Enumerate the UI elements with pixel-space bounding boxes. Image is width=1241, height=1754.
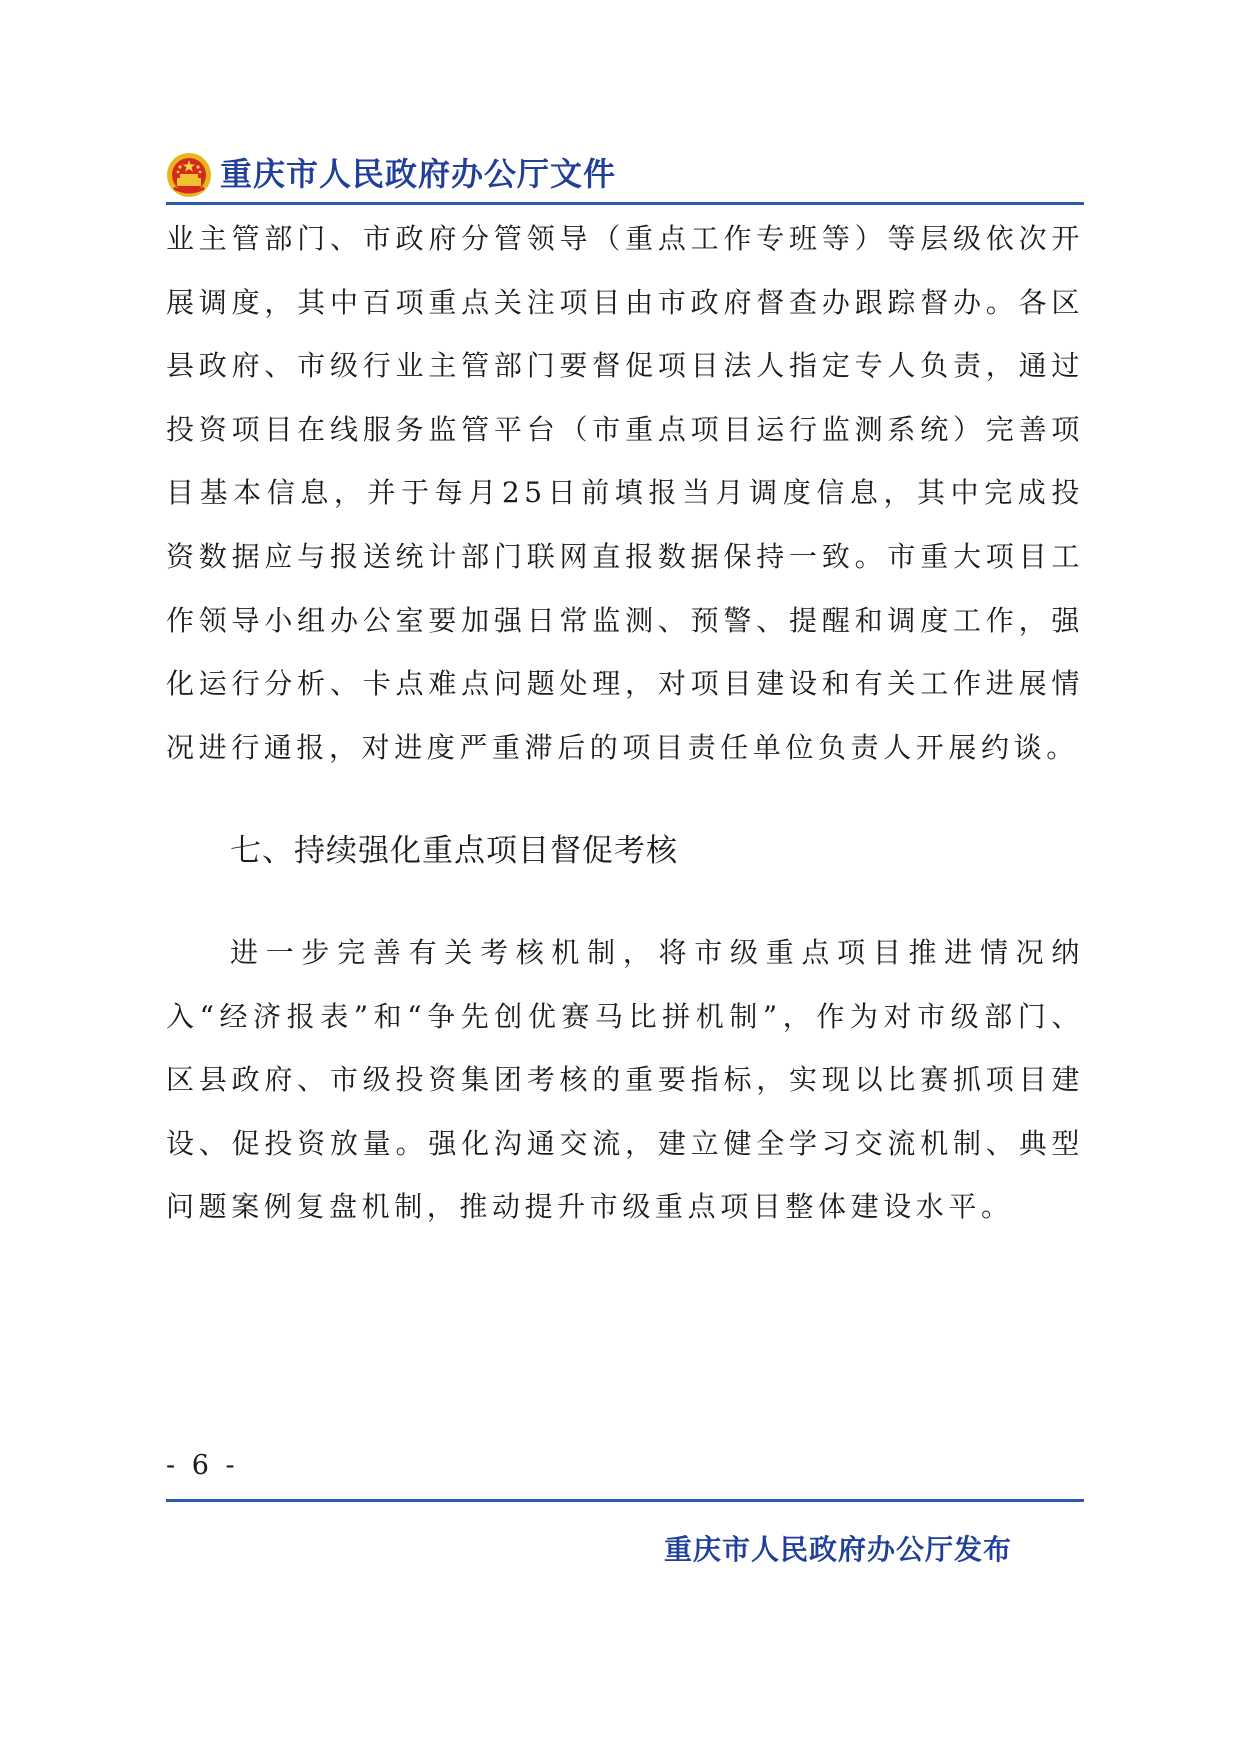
body-paragraph-1: 业主管部门、市政府分管领导（重点工作专班等）等层级依次开展调度，其中百项重点关注项目由市政府督查办跟踪督办。各区县政府、市级行业主管部门要督促项目法人指定专人负责，通过投资项目在线服务监管平台（市重点项目运行监测系统）完善项目基本信息，并于每月25日前填报当月调度信息，其中完成投资数据应与报送统计部门联网直报数据保持一致。市重大项目工作领导小组办公室要加强日常监测、预警、提醒和调度工作，强化运行分析、卡点难点问题处理，对项目建设和有关工作进展情况进行通报，对进度严重滞后的项目责任单位负责人开展约谈。 bbox=[166, 222, 1084, 764]
header-divider bbox=[166, 202, 1084, 205]
footer-publisher: 重庆市人民政府办公厅发布 bbox=[664, 1533, 1013, 1566]
national-emblem-icon bbox=[166, 152, 212, 198]
section-heading: 七、持续强化重点项目督促考核 bbox=[230, 833, 678, 869]
page-number: - 6 - bbox=[166, 1450, 239, 1481]
footer-divider bbox=[166, 1499, 1084, 1502]
body-paragraph-2: 进一步完善有关考核机制，将市级重点项目推进情况纳入“经济报表”和“争先创优赛马比拼机制”，作为对市级部门、区县政府、市级投资集团考核的重要指标，实现以比赛抓项目建设、促投资放量。强化沟通交流，建立健全学习交流机制、典型问题案例复盘机制，推动提升市级重点项目整体建设水平。 bbox=[166, 936, 1084, 1224]
document-header bbox=[166, 148, 1084, 204]
header-title: 重庆市人民政府办公厅文件 bbox=[220, 155, 617, 193]
